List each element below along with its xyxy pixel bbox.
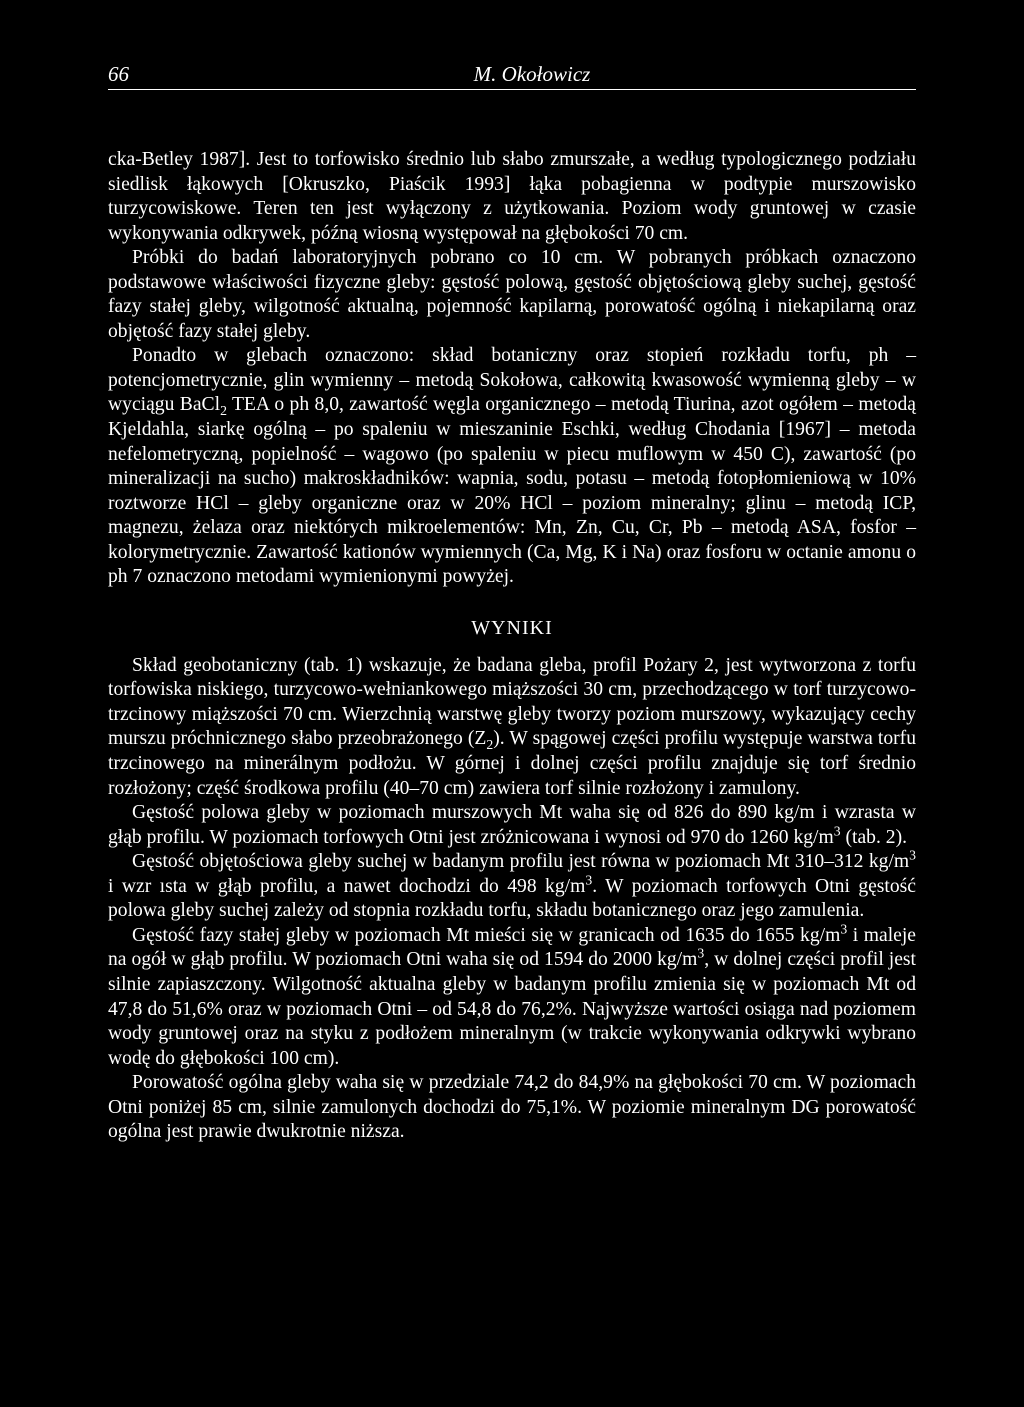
section-heading: WYNIKI — [471, 616, 553, 639]
paragraph-7: Gęstość fazy stałej gleby w poziomach Mt mieści się w granicach od 1635 do 1655 $kg/m^3$ i maleje na ogół w głąb profilu. W poziomach Otni waha się od 1594 do 2000 $kg/m^3$, w dolnej części profil jest silnie zapiaszczony. Wilgotność aktualna gleby w badanym profilu zmienia się w poziomach Mt od 47,8 do 51,6% oraz w poziomach Otni – od 54,8 do 76,2%. Najwyższe wartości osiąga nad poziomem wody gruntowej oraz na styku z podłożem mineralnym (w trakcie wykonywania odkrywki wybrano wodę do głębokości 100 cm). — [108, 921, 916, 1069]
paragraph-4: Skład geobotaniczny (tab. 1) wskazuje, że badana gleba, profil Pożary 2, jest wytworzona z torfu torfowiska niskiego, turzycowo-wełniankowego miąższości 30 cm, przechodzącego w torf turzycowo-trzcinowy miąższości 70 cm. Wierzchnią warstwę gleby tworzy poziom murszowy, wykazujący cechy murszu próchnicznego słabo przeobrażonego $(Z_2)$. W spągowej części profilu występuje warstwa torfu trzcinowego na minerálnym podłożu. W górnej i dolnej części profilu znajduje się torf średnio rozłożony; część środkowa profilu (40–70 cm) zawiera torf silnie rozłożony i zamulony. — [108, 654, 916, 799]
running-header — [108, 62, 916, 90]
paragraph-1: cka-Betley 1987]. Jest to torfowisko średnio lub słabo zmurszałe, a według typologicznego podziału siedlisk łąkowych [Okruszko, Piaścik 1993] łąka pobagienna w podtypie murszowisko turzycowiskowe. Teren ten jest wyłączony z użytkowania. Poziom wody gruntowej w czasie wykonywania odkrywek, późną wiosną występował na głębokości 70 cm. — [108, 149, 916, 244]
paragraph-6: Gęstość objętościowa gleby suchej w badanym profilu jest równa w poziomach Mt 310–312 $kg/m^3$ i wzr ısta w głąb profilu, a nawet dochodzi do 498 $kg/m^3$. W poziomach torfowych Otni gęstość polowa gleby suchej zależy od stopnia rozkładu torfu, składu botanicznego oraz jego zamulenia. — [108, 847, 916, 922]
paragraph-2: Próbki do badań laboratoryjnych pobrano co 10 cm. W pobranych próbkach oznaczono podstawowe właściwości fizyczne gleby: gęstość polową, gęstość objętościową gleby suchej, gęstość fazy stałej gleby, wilgotność aktualną, pojemność kapilarną, porowatość ogólną i niekapilarną oraz objętość fazy stałej gleby. — [108, 247, 916, 342]
page-number: 66 — [108, 62, 129, 86]
page-body — [108, 148, 916, 1145]
paragraph-8: Porowatość ogólna gleby waha się w przedziale 74,2 do 84,9% na głębokości 70 cm. W poziomach Otni poniżej 85 cm, silnie zamulonych dochodzi do 75,1%. W poziomie mineralnym DG porowatość ogólna jest prawie dwukrotnie niższa. — [108, 1072, 916, 1143]
running-author: M. Okołowicz — [473, 62, 591, 86]
paragraph-3: Ponadto w glebach oznaczono: skład botaniczny oraz stopień rozkładu torfu, ph – potencjometrycznie, glin wymienny – metodą Sokołowa, całkowitą kwasowość wymienną gleby – w wyciągu BaCl$_2$ TEA o ph 8,0, zawartość węgla organicznego – metodą Tiurina, azot ogółem – metodą Kjeldahla, siarkę ogólną – po spaleniu w mieszaninie Eschki, według Chodania [1967] – metoda nefelometryczną, popielność – wagowo (po spaleniu w piecu muflowym w 450 C), zawartość (po mineralizacji na sucho) makroskładników: wapnia, sodu, potasu – metodą fotopłomieniową w 10% roztworze HCl – gleby organiczne oraz w 20% HCl – poziom mineralny; glinu – metodą ICP, magnezu, żelaza oraz niektórych mikroelementów: Mn, Zn, Cu, Cr, Pb – metodą ASA, fosfor – kolorymetrycznie. Zawartość kationów wymiennych (Ca, Mg, K i Na) oraz fosforu w octanie amonu o ph 7 oznaczono metodami wymienionymi powyżej. — [108, 345, 916, 588]
paragraph-5: Gęstość polowa gleby w poziomach murszowych Mt waha się od 826 do 890 kg/m i wzrasta w głąb profilu. W poziomach torfowych Otni jest zróżnicowana i wynosi od 970 do 1260 $kg/m^3$ (tab. 2). — [108, 802, 916, 848]
